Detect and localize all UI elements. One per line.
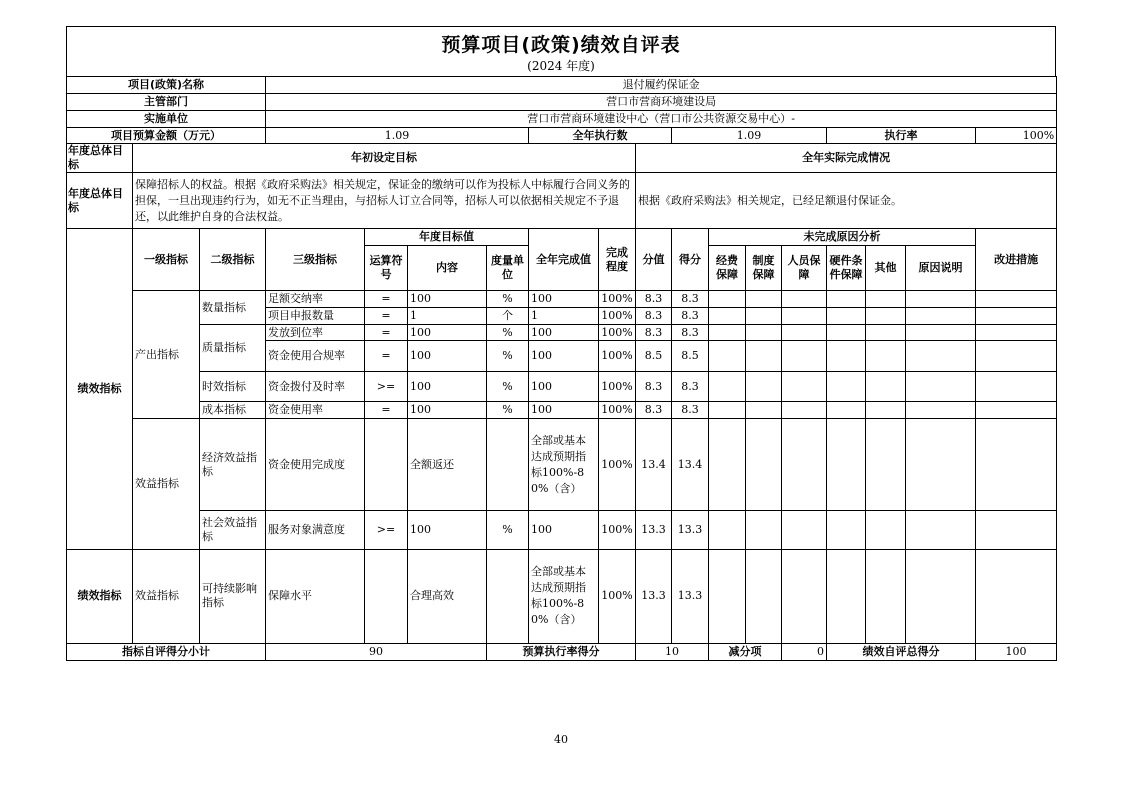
label-dept: 主管部门: [67, 94, 266, 111]
op-cell: =: [365, 325, 408, 341]
page-number: 40: [554, 733, 568, 746]
unit-cell: %: [487, 372, 529, 402]
header-r6: 原因说明: [906, 246, 976, 291]
label-total-score: 绩效自评总得分: [827, 643, 976, 660]
degree-cell: 100%: [599, 402, 636, 419]
op-cell: =: [365, 291, 408, 308]
label-actual-completion: 全年实际完成情况: [636, 144, 1057, 173]
done-cell: 全部或基本达成预期指标100%-80%（含）: [529, 419, 599, 511]
got-cell: 8.3: [672, 402, 709, 419]
budget-score-value: 10: [636, 643, 709, 660]
header-reason: 未完成原因分析: [709, 229, 976, 246]
info-row-budget: [67, 128, 1057, 144]
degree-cell: 100%: [599, 419, 636, 511]
info-row-name: [67, 77, 1057, 94]
table-row: [67, 550, 1057, 643]
label-rate: 执行率: [827, 128, 976, 144]
label-goal-row: 年度总体目标: [67, 173, 133, 229]
op-cell: =: [365, 402, 408, 419]
got-cell: 13.3: [672, 511, 709, 550]
degree-cell: 100%: [599, 372, 636, 402]
done-cell: 100: [529, 402, 599, 419]
header-lvl1: 一级指标: [133, 229, 200, 291]
indicator-header-row-1: [67, 229, 1057, 246]
label-project-name: 项目(政策)名称: [67, 77, 266, 94]
group-time: 时效指标: [200, 372, 266, 402]
label-subtotal: 指标自评得分小计: [67, 643, 266, 660]
header-done: 全年完成值: [529, 229, 599, 291]
got-cell: 8.3: [672, 308, 709, 325]
info-row-unit: [67, 111, 1057, 128]
table-row: [67, 419, 1057, 511]
table-row: [67, 402, 1057, 419]
table-row: [67, 325, 1057, 341]
done-cell: 全部或基本达成预期指标100%-80%（含）: [529, 550, 599, 643]
group-benefit: 效益指标: [133, 419, 200, 550]
l3-cell: 足额交纳率: [266, 291, 365, 308]
unit-value: 营口市营商环境建设中心（营口市公共资源交易中心）-: [266, 111, 1057, 128]
label-unit: 实施单位: [67, 111, 266, 128]
unit-cell: %: [487, 325, 529, 341]
l3-cell: 资金使用完成度: [266, 419, 365, 511]
header-target: 年度目标值: [365, 229, 529, 246]
total-score-value: 100: [976, 643, 1057, 660]
score-cell: 8.3: [636, 402, 672, 419]
group-output: 产出指标: [133, 291, 200, 419]
got-cell: 8.3: [672, 372, 709, 402]
exec-value: 1.09: [672, 128, 827, 144]
score-cell: 8.3: [636, 325, 672, 341]
done-cell: 100: [529, 291, 599, 308]
header-degree: 完成程度: [599, 229, 636, 291]
done-cell: 100: [529, 341, 599, 372]
content-cell: 全额返还: [408, 419, 487, 511]
score-cell: 8.3: [636, 291, 672, 308]
op-cell: >=: [365, 511, 408, 550]
deduct-value: 0: [782, 643, 827, 660]
l3-cell: 项目申报数量: [266, 308, 365, 325]
content-cell: 100: [408, 291, 487, 308]
budget-value: 1.09: [266, 128, 529, 144]
op-cell: [365, 550, 408, 643]
subtotal-value: 90: [266, 643, 487, 660]
unit-cell: %: [487, 291, 529, 308]
op-cell: [365, 419, 408, 511]
unit-cell: %: [487, 341, 529, 372]
content-cell: 100: [408, 341, 487, 372]
op-cell: >=: [365, 372, 408, 402]
content-cell: 1: [408, 308, 487, 325]
group-sustain: 可持续影响指标: [200, 550, 266, 643]
initial-goal-text: 保障招标人的权益。根据《政府采购法》相关规定，保证金的缴纳可以作为投标人中标履行合同义务的担保，一旦出现违约行为，如无不正当理由，与招标人订立合同等，招标人可以依据相关规定不予退还，以此维护自身的合法权益。: [133, 173, 636, 229]
score-cell: 13.3: [636, 550, 672, 643]
header-r1: 经费保障: [709, 246, 746, 291]
degree-cell: 100%: [599, 308, 636, 325]
perf-indicator-label-2: 绩效指标: [67, 550, 133, 643]
unit-cell: %: [487, 402, 529, 419]
l3-cell: 资金使用合规率: [266, 341, 365, 372]
form-title: 预算项目(政策)绩效自评表: [441, 34, 681, 56]
label-goal-header: 年度总体目标: [67, 144, 133, 173]
l3-cell: 服务对象满意度: [266, 511, 365, 550]
goal-content-row: [67, 173, 1057, 229]
got-cell: 13.3: [672, 550, 709, 643]
header-r2: 制度保障: [746, 246, 782, 291]
rate-value: 100%: [976, 128, 1057, 144]
unit-cell: 个: [487, 308, 529, 325]
header-score: 分值: [636, 229, 672, 291]
group-cost: 成本指标: [200, 402, 266, 419]
project-name: 退付履约保证金: [266, 77, 1057, 94]
score-cell: 8.5: [636, 341, 672, 372]
got-cell: 8.3: [672, 291, 709, 308]
evaluation-table-lower: [66, 550, 1057, 661]
table-row: [67, 372, 1057, 402]
degree-cell: 100%: [599, 341, 636, 372]
group-qty: 数量指标: [200, 291, 266, 325]
group-benefit-2: 效益指标: [133, 550, 200, 643]
actual-completion-text: 根据《政府采购法》相关规定，已经足额退付保证金。: [636, 173, 1057, 229]
got-cell: 8.5: [672, 341, 709, 372]
score-cell: 8.3: [636, 308, 672, 325]
content-cell: 100: [408, 325, 487, 341]
header-r4: 硬件条件保障: [827, 246, 866, 291]
group-social: 社会效益指标: [200, 511, 266, 550]
header-op: 运算符号: [365, 246, 408, 291]
table-row: [67, 511, 1057, 550]
group-quality: 质量指标: [200, 325, 266, 372]
header-lvl3: 三级指标: [266, 229, 365, 291]
label-budget-score: 预算执行率得分: [487, 643, 636, 660]
degree-cell: 100%: [599, 325, 636, 341]
degree-cell: 100%: [599, 291, 636, 308]
header-lvl2: 二级指标: [200, 229, 266, 291]
score-cell: 13.4: [636, 419, 672, 511]
l3-cell: 资金拨付及时率: [266, 372, 365, 402]
done-cell: 100: [529, 372, 599, 402]
form-year: (2024 年度): [66, 57, 1056, 76]
degree-cell: 100%: [599, 511, 636, 550]
evaluation-table: [66, 76, 1057, 550]
header-got: 得分: [672, 229, 709, 291]
footer-row: [67, 643, 1057, 660]
done-cell: 100: [529, 511, 599, 550]
got-cell: 8.3: [672, 325, 709, 341]
header-r3: 人员保障: [782, 246, 827, 291]
label-budget: 项目预算金额（万元）: [67, 128, 266, 144]
header-improve: 改进措施: [976, 229, 1057, 291]
done-cell: 1: [529, 308, 599, 325]
op-cell: =: [365, 341, 408, 372]
header-unit: 度量单位: [487, 246, 529, 291]
perf-indicator-label: 绩效指标: [67, 229, 133, 550]
l3-cell: 资金使用率: [266, 402, 365, 419]
label-exec: 全年执行数: [529, 128, 672, 144]
unit-cell: [487, 419, 529, 511]
label-initial-goal: 年初设定目标: [133, 144, 636, 173]
content-cell: 100: [408, 402, 487, 419]
l3-cell: 发放到位率: [266, 325, 365, 341]
group-econ: 经济效益指标: [200, 419, 266, 511]
degree-cell: 100%: [599, 550, 636, 643]
goal-header-row: [67, 144, 1057, 173]
l3-cell: 保障水平: [266, 550, 365, 643]
score-cell: 13.3: [636, 511, 672, 550]
got-cell: 13.4: [672, 419, 709, 511]
header-r5: 其他: [866, 246, 906, 291]
label-deduct: 减分项: [709, 643, 782, 660]
info-row-dept: [67, 94, 1057, 111]
unit-cell: [487, 550, 529, 643]
content-cell: 100: [408, 511, 487, 550]
header-content: 内容: [408, 246, 487, 291]
done-cell: 100: [529, 325, 599, 341]
content-cell: 100: [408, 372, 487, 402]
table-row: [67, 291, 1057, 308]
unit-cell: %: [487, 511, 529, 550]
score-cell: 8.3: [636, 372, 672, 402]
op-cell: =: [365, 308, 408, 325]
form-title-box: [66, 26, 1056, 57]
evaluation-sheet: [66, 26, 1056, 661]
content-cell: 合理高效: [408, 550, 487, 643]
dept-value: 营口市营商环境建设局: [266, 94, 1057, 111]
